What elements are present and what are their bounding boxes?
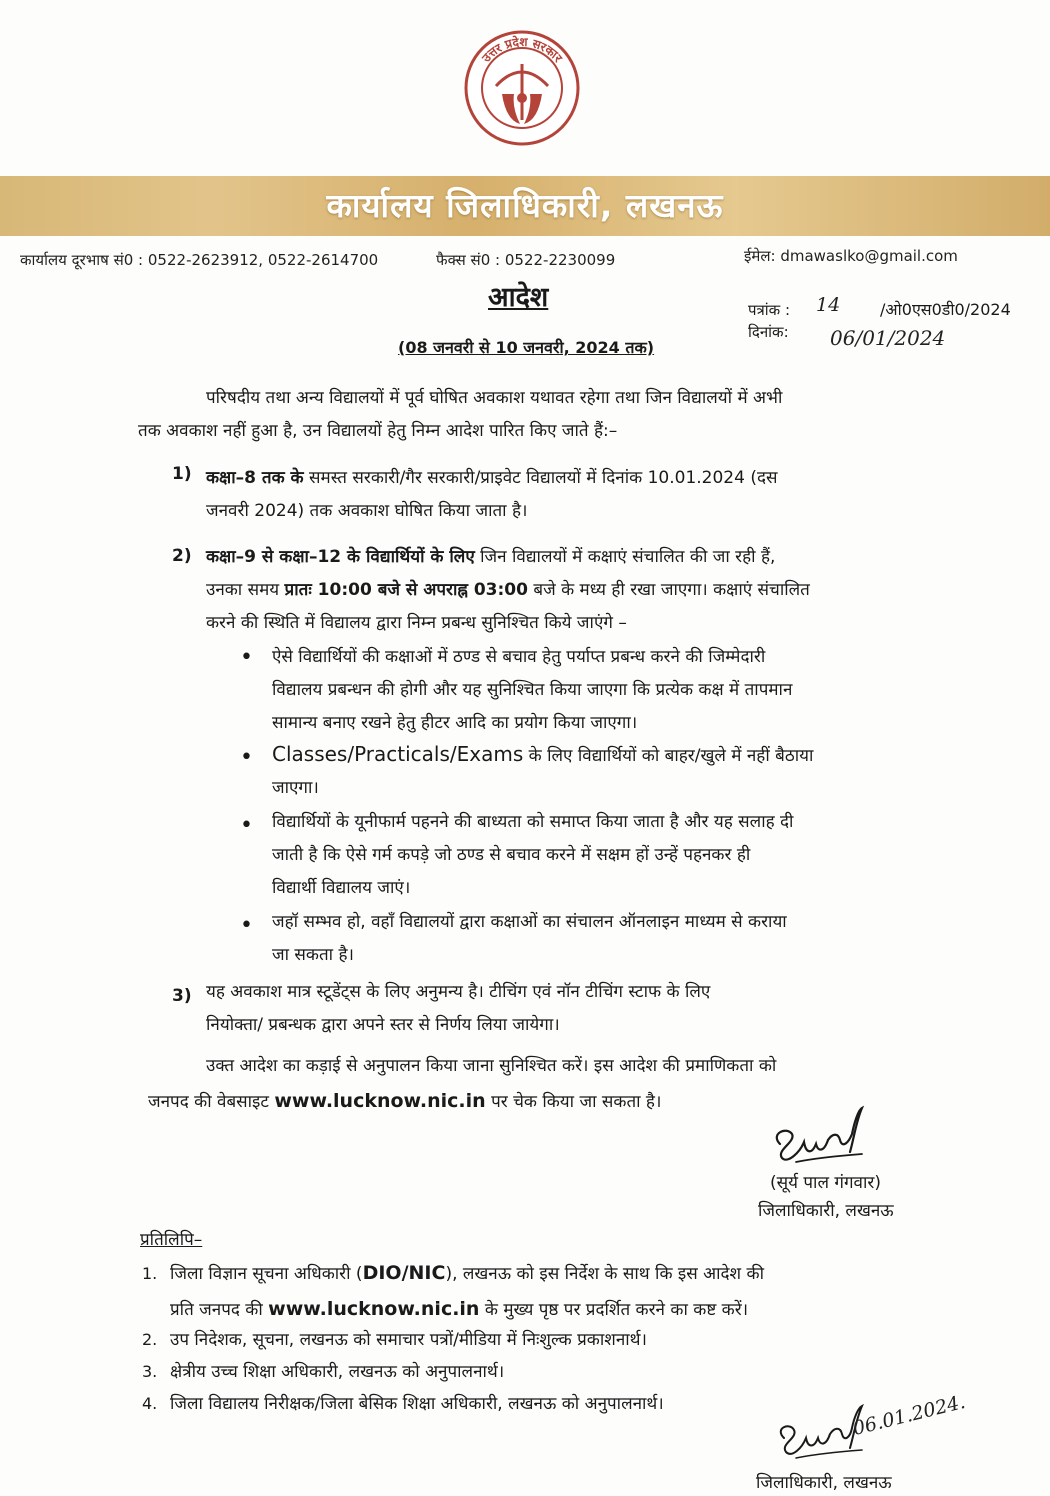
item2-line2-pre: उनका समय (206, 580, 280, 600)
bullet2-line1 (272, 738, 968, 773)
fax-line (436, 250, 615, 270)
copy1-line2-pre: प्रति जनपद की (170, 1300, 263, 1320)
phone-label: कार्यालय दूरभाष सं0 : (20, 251, 144, 269)
date-value: 06/01/2024 (830, 326, 946, 350)
item2-line2-post: बजे के मध्य ही रखा जाएगा। कक्षाएं संचालित (533, 580, 810, 600)
bullet2-line2: जाएगा। (272, 778, 319, 798)
copy3-text: क्षेत्रीय उच्च शिक्षा अधिकारी, लखनऊ को अनुपालनार्थ। (170, 1362, 505, 1382)
copy1-pre: जिला विज्ञान सूचना अधिकारी ( (170, 1264, 363, 1284)
bullet1-line2: विद्यालय प्रबन्धन की होगी और यह सुनिश्चित किया जाएगा कि प्रत्येक कक्ष में तापमान (272, 680, 793, 700)
item2-line2 (206, 574, 968, 607)
phone-value: 0522-2623912, 0522-2614700 (147, 251, 379, 269)
order-heading: आदेश (488, 282, 549, 313)
copy2-number: 2. (142, 1330, 158, 1349)
closing-post: पर चेक किया जा सकता है। (491, 1092, 662, 1112)
fax-label: फैक्स सं0 : (436, 251, 501, 269)
item3-number: 3) (172, 986, 192, 1006)
closing-url[interactable]: www.lucknow.nic.in (274, 1090, 486, 1112)
copy1-bold: DIO/NIC (362, 1262, 446, 1284)
footer-signature-date: 06.01.2024. (850, 1390, 968, 1440)
item1-bold: कक्षा–8 तक के (206, 468, 304, 488)
copy1-number: 1. (142, 1264, 158, 1283)
date-label: दिनांक: (748, 323, 789, 341)
item1-rest: समस्त सरकारी/गैर सरकारी/प्राइवेट विद्यालयों में दिनांक 10.01.2024 (दस (309, 468, 778, 488)
item2-line1 (206, 541, 968, 574)
up-government-emblem-icon (462, 28, 582, 148)
copy1-line2-post: के मुख्य पृष्ठ पर प्रदर्शित करने का कष्ट करें। (484, 1300, 749, 1320)
copy1-url[interactable]: www.lucknow.nic.in (268, 1298, 480, 1320)
header-banner (0, 176, 1050, 236)
item2-timing: प्रातः 10:00 बजे से अपराह्न 03:00 (284, 580, 528, 600)
email-line (744, 246, 958, 266)
copy1-post: ), लखनऊ को इस निर्देश के साथ कि इस आदेश की (445, 1264, 764, 1284)
closing-pre: जनपद की वेबसाइट (148, 1092, 269, 1112)
item1-line1 (206, 462, 968, 495)
bullet2-rest: के लिए विद्यार्थियों को बाहर/खुले में नहीं बैठाया (528, 746, 814, 766)
item1-number: 1) (172, 464, 192, 484)
intro-line1: परिषदीय तथा अन्य विद्यालयों में पूर्व घोषित अवकाश यथावत रहेगा तथा जिन विद्यालयों में अभी (206, 388, 783, 408)
phone-line (20, 250, 378, 270)
emblem-text: उत्तर प्रदेश सरकार (479, 34, 566, 65)
copy-heading: प्रतिलिपि– (140, 1230, 203, 1250)
office-title: कार्यालय जिलाधिकारी, लखनऊ (326, 186, 724, 225)
email-value: dmawaslko@gmail.com (780, 247, 958, 265)
footer-designation: जिलाधिकारी, लखनऊ (756, 1473, 892, 1493)
copy1-line2 (170, 1293, 968, 1327)
bullet3-line2: जाती है कि ऐसे गर्म कपड़े जो ठण्ड से बचाव करने में सक्षम हों उन्हें पहनकर ही (272, 845, 751, 865)
order-date-range: (08 जनवरी से 10 जनवरी, 2024 तक) (398, 338, 655, 357)
ref-number: 14 (816, 294, 841, 316)
signatory-name: (सूर्य पाल गंगवार) (770, 1173, 881, 1193)
fax-value: 0522-2230099 (504, 251, 616, 269)
ref-suffix: /ओ0एस0डी0/2024 (880, 300, 1011, 319)
bullet1-line3: सामान्य बनाए रखने हेतु हीटर आदि का प्रयोग किया जाएगा। (272, 713, 638, 733)
bullet-icon: • (240, 913, 253, 938)
bullet1-line1: ऐसे विद्यार्थियों की कक्षाओं में ठण्ड से बचाव हेतु पर्याप्त प्रबन्ध करने की जिम्मेदारी (272, 647, 766, 667)
item2-bold: कक्षा–9 से कक्षा–12 के विद्यार्थियों के लिए (206, 547, 475, 567)
intro-line2: तक अवकाश नहीं हुआ है, उन विद्यालयों हेतु निम्न आदेश पारित किए जाते हैं:– (138, 421, 618, 441)
item2-number: 2) (172, 546, 192, 566)
item3-line1: यह अवकाश मात्र स्टूडेंट्स के लिए अनुमन्य है। टीचिंग एवं नॉन टीचिंग स्टाफ के लिए (206, 982, 711, 1002)
bullet3-line3: विद्यार्थी विद्यालय जाएं। (272, 878, 411, 898)
bullet-icon: • (240, 745, 253, 770)
signature-icon (766, 1104, 876, 1174)
bullet-icon: • (240, 813, 253, 838)
item3-line2: नियोक्ता/ प्रबन्धक द्वारा अपने स्तर से निर्णय लिया जायेगा। (206, 1015, 560, 1035)
signatory-designation: जिलाधिकारी, लखनऊ (758, 1201, 894, 1221)
copy4-text: जिला विद्यालय निरीक्षक/जिला बेसिक शिक्षा अधिकारी, लखनऊ को अनुपालनार्थ। (170, 1394, 664, 1414)
copy2-text: उप निदेशक, सूचना, लखनऊ को समाचार पत्रों/मीडिया में निःशुल्क प्रकाशनार्थ। (170, 1330, 647, 1350)
bullet3-line1: विद्यार्थियों के यूनीफार्म पहनने की बाध्यता को समाप्त किया जाता है और यह सलाह दी (272, 812, 794, 832)
closing-line1: उक्त आदेश का कड़ाई से अनुपालन किया जाना सुनिश्चित करें। इस आदेश की प्रमाणिकता को (206, 1056, 777, 1076)
item1-line2: जनवरी 2024) तक अवकाश घोषित किया जाता है। (206, 501, 528, 521)
copy3-number: 3. (142, 1362, 158, 1381)
email-label: ईमेल: (744, 247, 776, 265)
bullet4-line2: जा सकता है। (272, 945, 354, 965)
bullet2-english: Classes/Practicals/Exams (272, 742, 524, 766)
item2-line3: करने की स्थिति में विद्यालय द्वारा निम्न प्रबन्ध सुनिश्चित किये जाएंगे – (206, 613, 627, 633)
copy1-line1 (170, 1257, 968, 1291)
bullet4-line1: जहॉ सम्भव हो, वहाँ विद्यालयों द्वारा कक्षाओं का संचालन ऑनलाइन माध्यम से कराया (272, 912, 787, 932)
ref-label: पत्रांक : (748, 301, 791, 319)
copy4-number: 4. (142, 1394, 158, 1413)
item2-rest: जिन विद्यालयों में कक्षाएं संचालित की जा रही हैं, (480, 547, 776, 567)
bullet-icon: • (240, 645, 253, 670)
